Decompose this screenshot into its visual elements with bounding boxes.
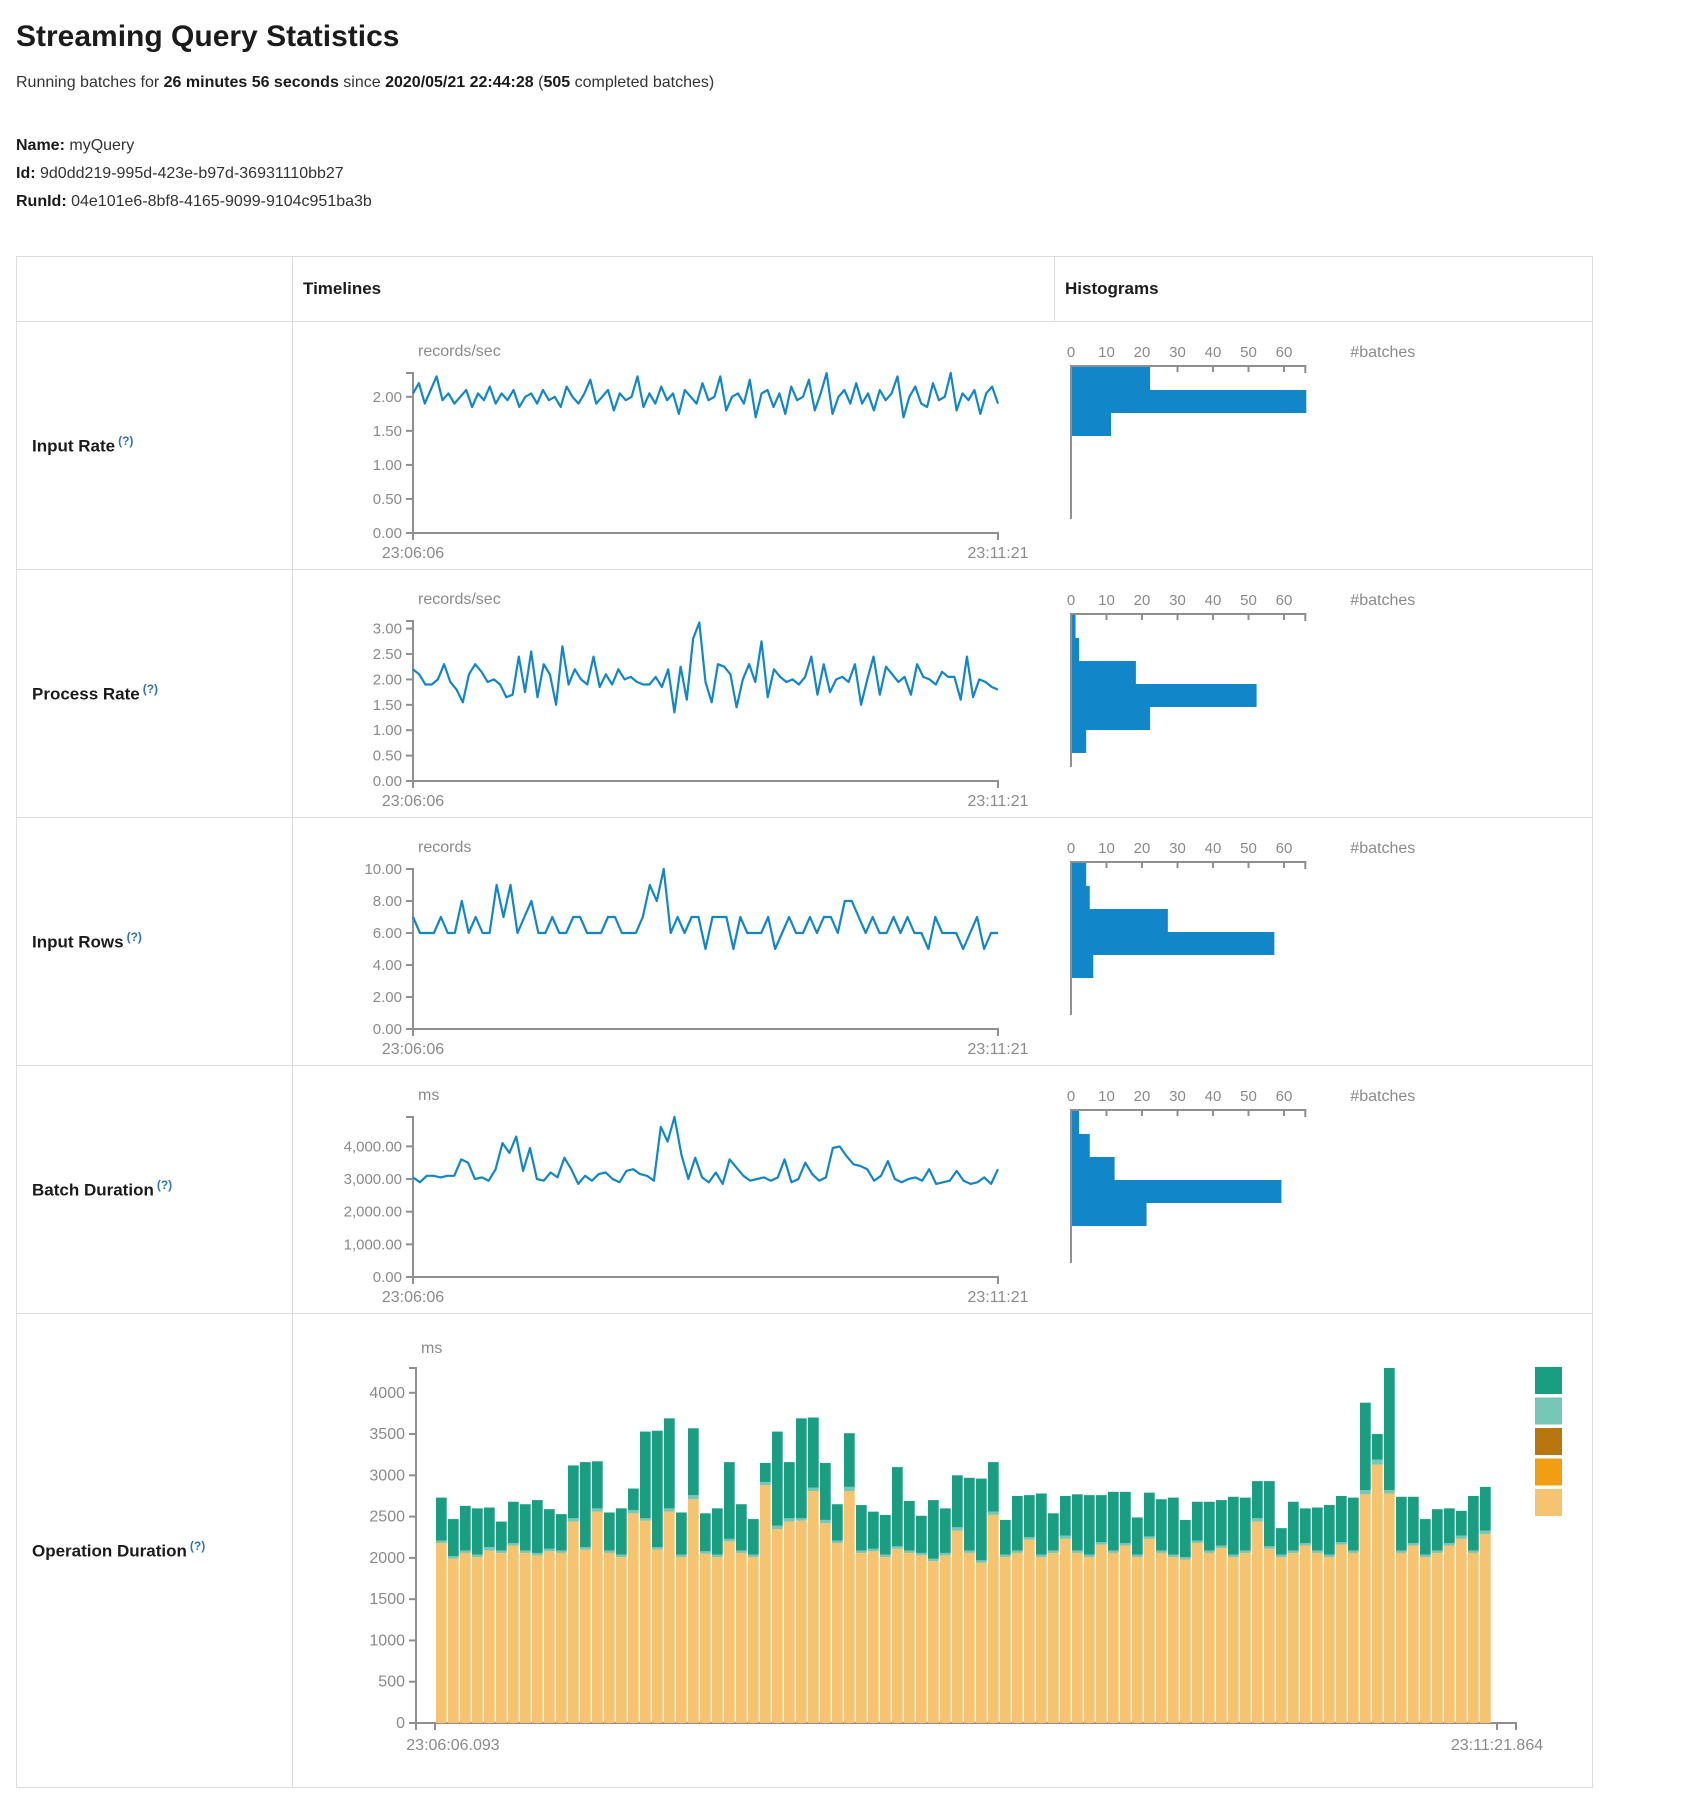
svg-text:0.00: 0.00 [372,525,402,542]
svg-text:40: 40 [1204,592,1222,609]
svg-text:50: 50 [1240,1088,1257,1105]
input-rows-timeline-chart [293,824,1055,1059]
svg-text:10: 10 [1098,1088,1115,1105]
summary-paren: ( [533,74,544,91]
svg-text:60: 60 [1275,344,1293,361]
row-label-input-rows: Input Rows [32,932,124,952]
operation-duration-stacked-chart [293,1314,1592,1787]
help-icon[interactable]: (?) [126,930,142,945]
summary-suffix: completed batches) [570,74,715,91]
query-metadata [16,132,1677,216]
running-batches-summary [16,74,1677,92]
table-header-row [17,257,1593,322]
svg-text:10: 10 [1098,840,1115,857]
svg-text:#batches: #batches [1350,1088,1416,1105]
svg-text:10.00: 10.00 [364,861,402,878]
svg-text:3.00: 3.00 [372,620,402,638]
input-rate-timeline-chart [293,328,1055,563]
svg-text:records/sec: records/sec [418,591,501,608]
svg-text:1500: 1500 [369,1591,405,1609]
process-rate-histogram-chart [1055,576,1592,811]
svg-text:60: 60 [1275,592,1293,609]
row-label-batch-duration: Batch Duration [32,1180,154,1200]
svg-text:2.50: 2.50 [372,646,402,664]
input-rate-histogram-chart [1055,328,1592,563]
svg-text:0: 0 [1066,840,1076,857]
svg-text:40: 40 [1204,1088,1222,1105]
batch-duration-histogram-chart [1055,1072,1592,1307]
svg-text:0: 0 [1066,592,1076,609]
svg-text:23:06:06.093: 23:06:06.093 [406,1737,500,1754]
svg-text:1.00: 1.00 [372,456,402,474]
svg-text:1.00: 1.00 [372,722,402,740]
help-icon[interactable]: (?) [142,682,159,697]
start-timestamp: 2020/05/21 22:44:28 [385,74,534,91]
runid-label: RunId: [16,193,67,210]
svg-text:1.50: 1.50 [372,422,402,440]
svg-text:23:11:21: 23:11:21 [967,1289,1029,1306]
svg-text:23:11:21: 23:11:21 [967,545,1029,562]
svg-text:records/sec: records/sec [418,343,501,360]
svg-text:23:11:21.864: 23:11:21.864 [1450,1737,1544,1754]
process-rate-timeline-chart [293,576,1055,811]
svg-text:4000: 4000 [369,1384,405,1402]
svg-text:0.00: 0.00 [372,1269,402,1286]
svg-text:0.00: 0.00 [372,773,402,790]
svg-text:ms: ms [418,1087,440,1104]
id-value: 9d0dd219-995d-423e-b97d-36931110bb27 [40,165,344,182]
svg-text:30: 30 [1169,1088,1186,1105]
svg-text:10: 10 [1098,592,1115,609]
completed-batches-count: 505 [543,74,571,91]
svg-text:0: 0 [1066,1088,1076,1105]
svg-text:2,000.00: 2,000.00 [343,1203,402,1221]
svg-text:60: 60 [1275,840,1293,857]
svg-text:2.00: 2.00 [372,989,402,1006]
table-row-batch-duration [17,1066,1593,1314]
query-name-row [16,132,1677,160]
svg-text:records: records [418,839,472,856]
svg-text:40: 40 [1204,344,1222,361]
histograms-header: Histograms [1055,257,1593,322]
name-value: myQuery [69,137,135,154]
svg-text:30: 30 [1169,592,1186,609]
svg-text:23:11:21: 23:11:21 [967,793,1029,810]
svg-text:20: 20 [1133,840,1151,857]
svg-text:2500: 2500 [369,1508,405,1526]
svg-text:23:06:06: 23:06:06 [381,1041,445,1058]
svg-text:0: 0 [1066,344,1076,361]
timelines-header: Timelines [293,257,1055,322]
svg-text:30: 30 [1169,840,1186,857]
help-icon[interactable]: (?) [156,1178,173,1193]
svg-text:3,000.00: 3,000.00 [343,1171,402,1189]
svg-text:#batches: #batches [1350,344,1416,361]
svg-text:#batches: #batches [1350,592,1416,609]
svg-text:23:06:06: 23:06:06 [381,793,445,810]
svg-text:30: 30 [1169,344,1186,361]
svg-text:23:11:21: 23:11:21 [967,1041,1029,1058]
id-label: Id: [16,165,36,182]
table-row-process-rate [17,570,1593,818]
svg-text:4,000.00: 4,000.00 [343,1138,402,1156]
svg-text:20: 20 [1133,344,1151,361]
batch-duration-timeline-chart [293,1072,1055,1307]
row-label-operation-duration: Operation Duration [32,1541,187,1561]
svg-text:23:06:06: 23:06:06 [381,545,445,562]
svg-text:60: 60 [1275,1088,1293,1105]
svg-text:40: 40 [1204,840,1222,857]
page-title: Streaming Query Statistics [16,20,400,53]
svg-text:50: 50 [1240,592,1257,609]
table-row-operation-duration [17,1314,1593,1788]
svg-text:50: 50 [1240,840,1257,857]
svg-text:3500: 3500 [369,1426,405,1444]
query-runid-row [16,188,1677,216]
input-rows-histogram-chart [1055,824,1592,1059]
svg-text:1000: 1000 [369,1632,405,1650]
svg-text:1.50: 1.50 [372,696,402,714]
name-label: Name: [16,137,65,154]
help-icon[interactable]: (?) [118,434,134,449]
svg-text:0: 0 [396,1715,405,1732]
svg-text:1,000.00: 1,000.00 [343,1236,402,1254]
empty-header-cell [17,257,293,322]
row-label-input-rate: Input Rate [32,436,116,456]
statistics-table [16,256,1593,1788]
svg-text:0.00: 0.00 [372,1021,402,1038]
svg-text:#batches: #batches [1350,840,1416,857]
svg-text:10: 10 [1098,344,1115,361]
query-id-row [16,160,1677,188]
svg-text:2000: 2000 [369,1549,405,1567]
svg-text:8.00: 8.00 [372,893,402,910]
svg-text:3000: 3000 [369,1467,405,1485]
runid-value: 04e101e6-8bf8-4165-9099-9104c951ba3b [71,193,372,210]
help-icon[interactable]: (?) [189,1539,206,1554]
svg-text:20: 20 [1133,592,1151,609]
table-row-input-rows [17,818,1593,1066]
table-row-input-rate [17,322,1593,570]
summary-prefix: Running batches for [16,74,164,91]
svg-text:2.00: 2.00 [372,671,402,689]
svg-text:500: 500 [378,1673,405,1691]
svg-text:50: 50 [1240,344,1257,361]
svg-text:ms: ms [421,1340,443,1357]
svg-text:4.00: 4.00 [372,957,402,974]
svg-text:2.00: 2.00 [372,388,402,406]
row-label-process-rate: Process Rate [32,684,140,704]
svg-text:23:06:06: 23:06:06 [381,1289,445,1306]
summary-middle: since [338,74,386,91]
svg-text:0.50: 0.50 [372,490,402,508]
svg-text:0.50: 0.50 [372,747,402,765]
svg-text:6.00: 6.00 [372,925,402,942]
svg-text:20: 20 [1133,1088,1151,1105]
running-duration: 26 minutes 56 seconds [163,74,339,91]
